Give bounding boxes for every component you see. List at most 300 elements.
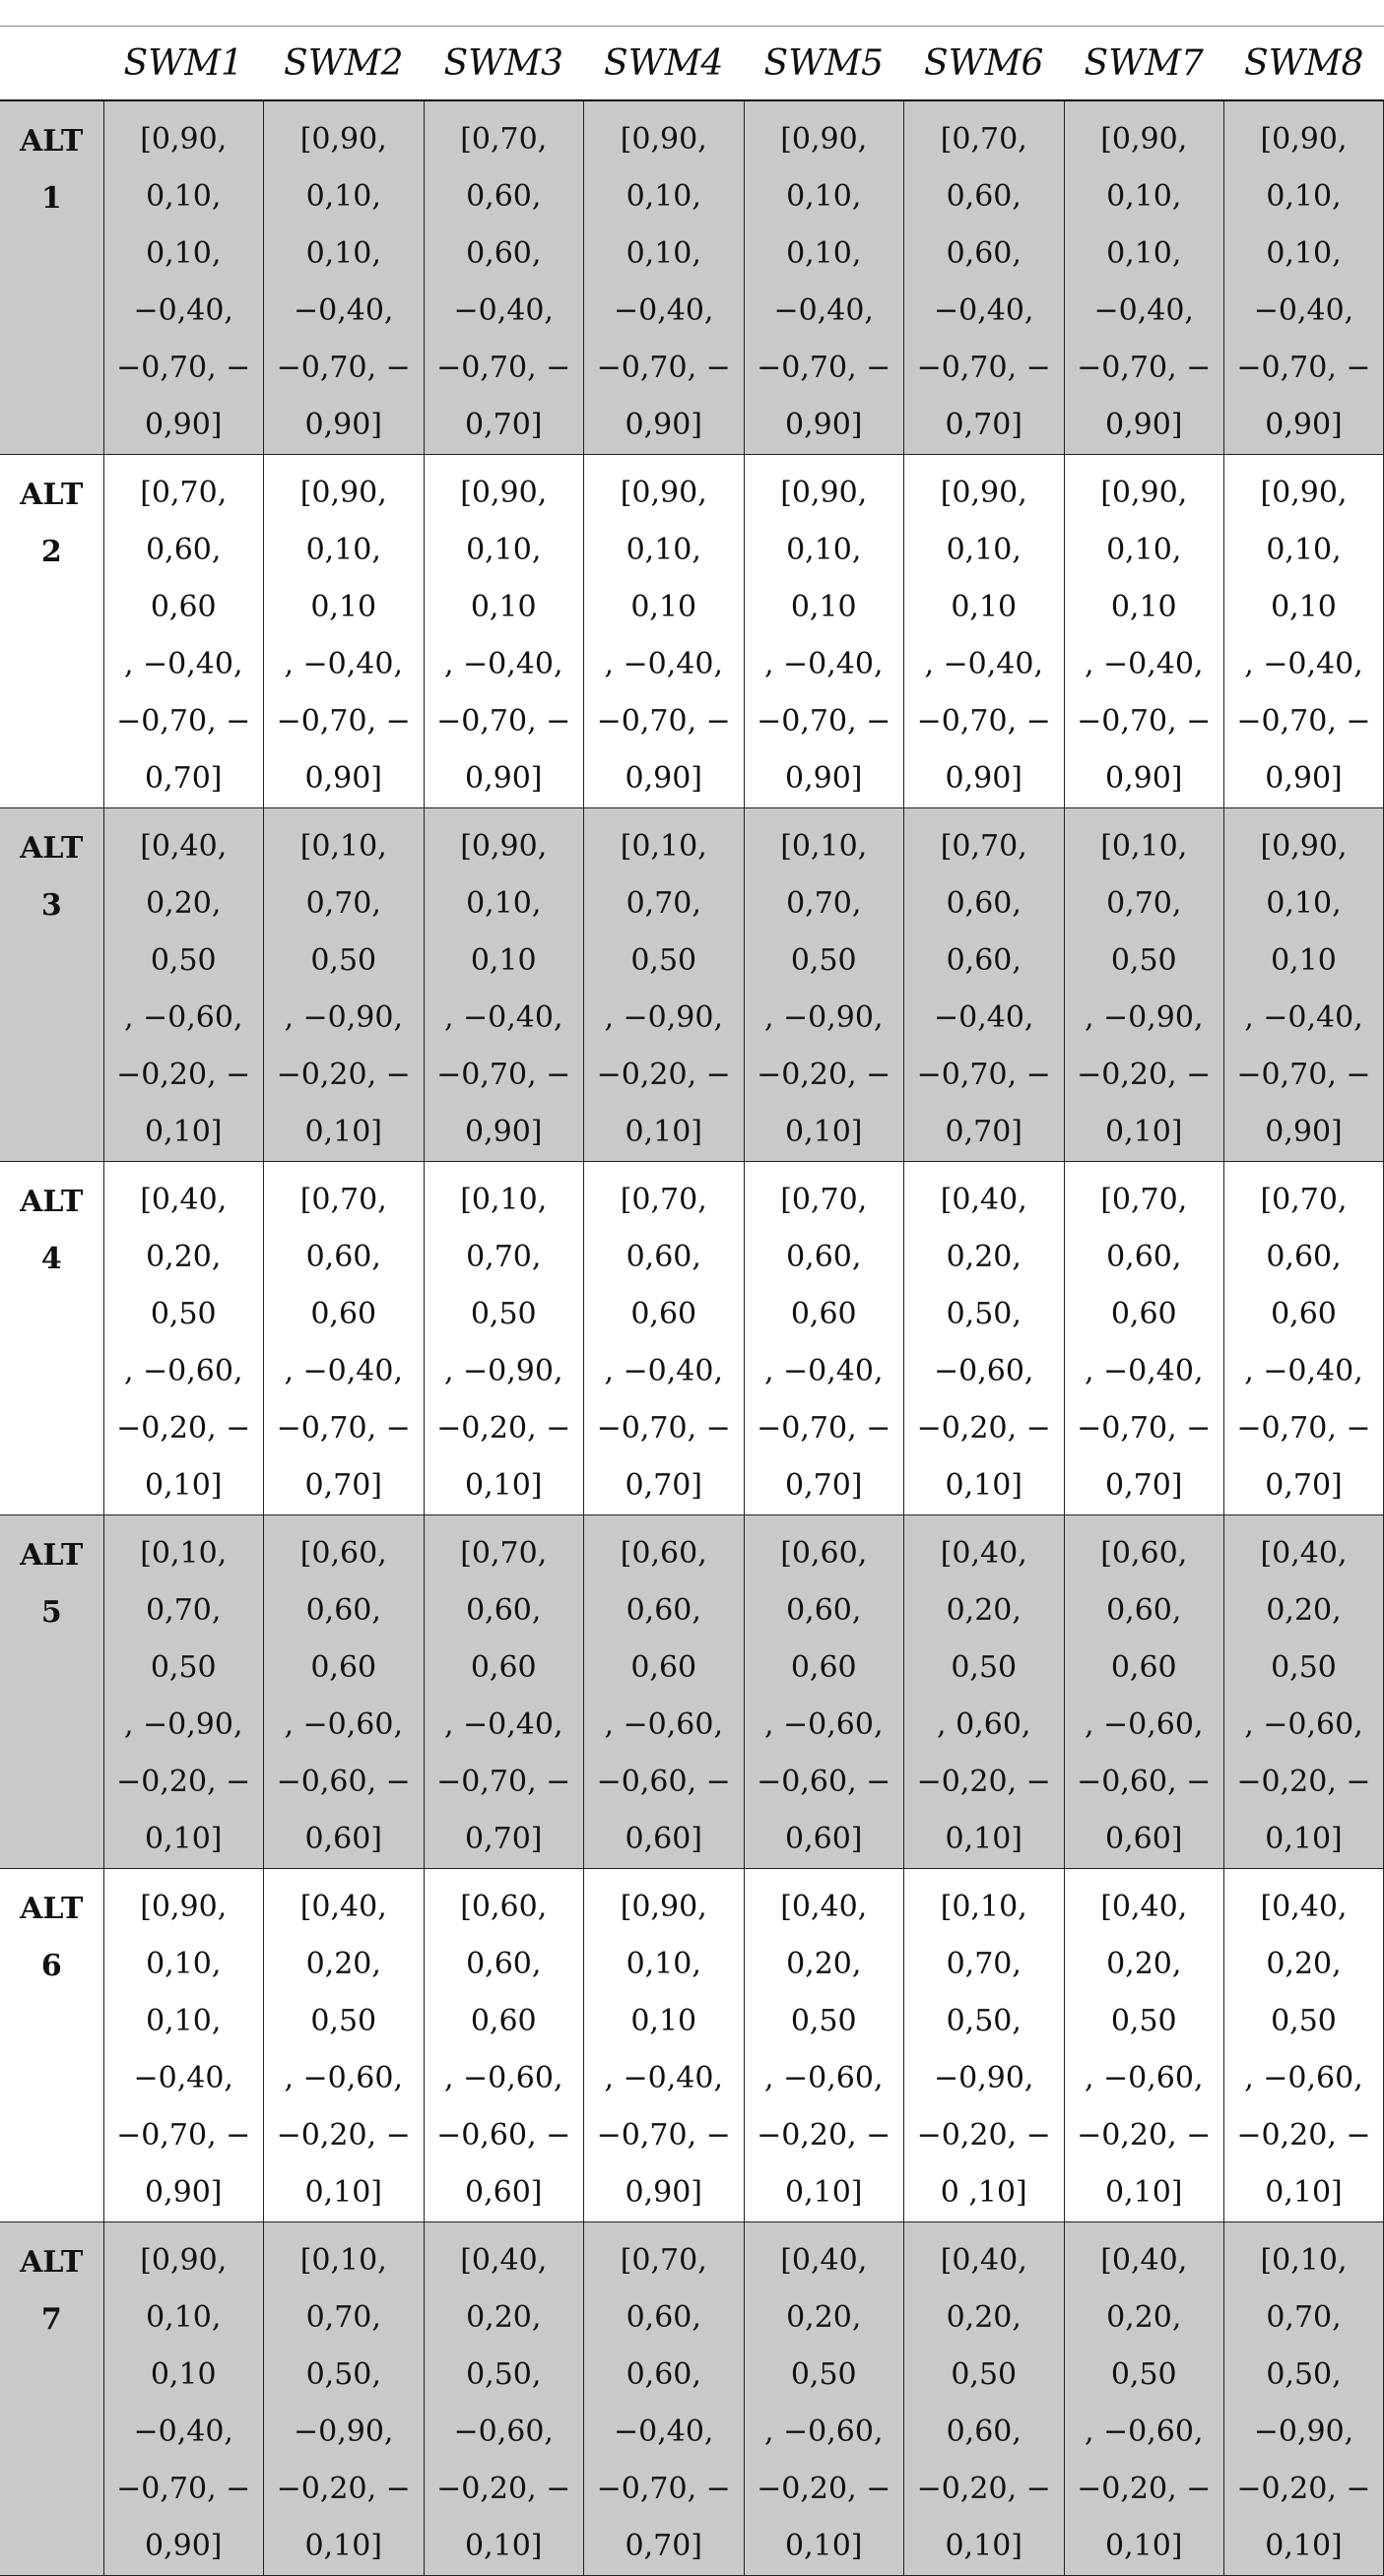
row-label-alt-6: [0, 1869, 103, 2222]
table-cell-alt7-swm6: [904, 2222, 1065, 2576]
cell-value-line: −0,70, −: [1065, 340, 1224, 397]
cell-value-line: −0,70, −: [584, 2107, 744, 2164]
cell-value-line: 0,10,: [1224, 522, 1383, 579]
table-cell-alt1-swm6: [904, 100, 1065, 455]
cell-value-line: −0,70, −: [745, 693, 904, 750]
cell-value-line: , −0,40,: [584, 1343, 744, 1400]
cell-value-line: 0,10,: [1065, 225, 1224, 283]
table-cell-alt2-swm8: [1224, 455, 1384, 808]
cell-value-line: 0,50: [104, 933, 264, 990]
cell-value-line: [0,90,: [425, 465, 584, 522]
swm-alternatives-table: [0, 26, 1384, 2576]
cell-value-line: , −0,60,: [104, 990, 264, 1047]
cell-value-line: −0,20, −: [425, 2461, 584, 2518]
cell-value-line: 0,60,: [1224, 1229, 1383, 1286]
cell-value-line: 0,10]: [1065, 2518, 1224, 2575]
cell-value-line: 0,20,: [104, 1229, 264, 1286]
table-cell-alt7-swm8: [1224, 2222, 1384, 2576]
table-cell-alt1-swm7: [1064, 100, 1224, 455]
cell-value-line: , −0,60,: [1065, 1697, 1224, 1754]
cell-value-line: 0,10,: [264, 522, 424, 579]
cell-value-line: −0,70, −: [1224, 340, 1383, 397]
table-cell-alt1-swm4: [584, 100, 745, 455]
cell-value-line: [0,90,: [584, 111, 744, 168]
cell-value-line: 0,10]: [1065, 1104, 1224, 1161]
cell-value-line: [0,40,: [904, 1172, 1064, 1229]
cell-value-line: , −0,40,: [745, 1343, 904, 1400]
cell-value-line: −0,70, −: [104, 2107, 264, 2164]
cell-value-line: 0,10,: [1224, 225, 1383, 283]
cell-value-line: −0,70, −: [904, 1047, 1064, 1104]
row-label-line: ALT: [0, 2234, 103, 2291]
cell-value-line: −0,90,: [904, 2050, 1064, 2107]
cell-value-line: [0,90,: [584, 465, 744, 522]
cell-value-line: [0,70,: [1224, 1172, 1383, 1229]
cell-value-line: 0,50,: [264, 2347, 424, 2404]
cell-value-line: 0,70]: [745, 1457, 904, 1514]
cell-value-line: 0,10,: [425, 875, 584, 933]
row-label-alt-2: [0, 455, 103, 808]
cell-value-line: 0,60,: [425, 1936, 584, 1993]
table-cell-alt6-swm7: [1064, 1869, 1224, 2222]
table-cell-alt1-swm1: [103, 100, 264, 455]
cell-value-line: 0,10,: [745, 522, 904, 579]
cell-value-line: −0,20, −: [425, 1400, 584, 1457]
cell-value-line: [0,10,: [264, 818, 424, 875]
row-label-alt-1: [0, 100, 103, 455]
cell-value-line: −0,90,: [1224, 2404, 1383, 2461]
cell-value-line: 0,70,: [264, 875, 424, 933]
cell-value-line: −0,20, −: [904, 1754, 1064, 1811]
table-cell-alt6-swm1: [103, 1869, 264, 2222]
cell-value-line: , 0,60,: [904, 1697, 1064, 1754]
cell-value-line: [0,60,: [745, 1525, 904, 1582]
table-cell-alt7-swm4: [584, 2222, 745, 2576]
cell-value-line: 0,70]: [425, 1811, 584, 1868]
cell-value-line: 0,50: [745, 1993, 904, 2050]
cell-value-line: [0,70,: [904, 111, 1064, 168]
cell-value-line: 0,10]: [104, 1811, 264, 1868]
table-cell-alt3-swm8: [1224, 808, 1384, 1162]
table-cell-alt1-swm2: [264, 100, 425, 455]
cell-value-line: [0,60,: [1065, 1525, 1224, 1582]
cell-value-line: 0,90]: [425, 1104, 584, 1161]
cell-value-line: −0,70, −: [264, 340, 424, 397]
row-label-line: 2: [0, 524, 103, 581]
cell-value-line: 0,90]: [1065, 750, 1224, 807]
cell-value-line: 0,10]: [1224, 1811, 1383, 1868]
row-label-alt-5: [0, 1515, 103, 1869]
header-swm4: SWM4: [584, 27, 745, 101]
header-swm2: SWM2: [264, 27, 425, 101]
cell-value-line: 0,90]: [104, 2164, 264, 2222]
table-cell-alt3-swm4: [584, 808, 745, 1162]
table-cell-alt6-swm8: [1224, 1869, 1384, 2222]
cell-value-line: [0,10,: [1224, 2232, 1383, 2289]
cell-value-line: −0,20, −: [264, 2107, 424, 2164]
cell-value-line: −0,70, −: [425, 340, 584, 397]
cell-value-line: −0,60, −: [1065, 1754, 1224, 1811]
cell-value-line: −0,60, −: [584, 1754, 744, 1811]
cell-value-line: , −0,40,: [584, 2050, 744, 2107]
cell-value-line: 0,90]: [264, 750, 424, 807]
cell-value-line: 0,20,: [1065, 1936, 1224, 1993]
cell-value-line: 0,70,: [904, 1936, 1064, 1993]
table-cell-alt3-swm7: [1064, 808, 1224, 1162]
cell-value-line: 0,90]: [904, 750, 1064, 807]
row-label-alt-3: [0, 808, 103, 1162]
cell-value-line: 0,60]: [745, 1811, 904, 1868]
cell-value-line: 0,60,: [745, 1229, 904, 1286]
cell-value-line: 0,10]: [1224, 2518, 1383, 2575]
cell-value-line: [0,40,: [904, 2232, 1064, 2289]
cell-value-line: −0,70, −: [904, 340, 1064, 397]
cell-value-line: [0,70,: [264, 1172, 424, 1229]
cell-value-line: 0,10]: [745, 1104, 904, 1161]
cell-value-line: 0,10,: [1224, 875, 1383, 933]
row-label-line: ALT: [0, 1881, 103, 1938]
cell-value-line: −0,60, −: [264, 1754, 424, 1811]
cell-value-line: [0,90,: [1224, 111, 1383, 168]
cell-value-line: [0,40,: [745, 1879, 904, 1936]
cell-value-line: 0,60,: [1065, 1582, 1224, 1640]
cell-value-line: 0,60,: [425, 1582, 584, 1640]
cell-value-line: , −0,90,: [104, 1697, 264, 1754]
cell-value-line: 0,60,: [264, 1229, 424, 1286]
cell-value-line: −0,20, −: [904, 2461, 1064, 2518]
cell-value-line: 0,10]: [745, 2518, 904, 2575]
cell-value-line: −0,20, −: [745, 1047, 904, 1104]
cell-value-line: 0,60,: [425, 168, 584, 225]
cell-value-line: [0,10,: [584, 818, 744, 875]
cell-value-line: 0,20,: [1224, 1582, 1383, 1640]
cell-value-line: 0,60: [264, 1640, 424, 1697]
table-cell-alt2-swm2: [264, 455, 425, 808]
cell-value-line: , −0,60,: [425, 2050, 584, 2107]
cell-value-line: −0,70, −: [1065, 1400, 1224, 1457]
table-row: [0, 1869, 1384, 2222]
cell-value-line: 0,50: [745, 2347, 904, 2404]
cell-value-line: 0,10]: [1065, 2164, 1224, 2222]
cell-value-line: 0 ,10]: [904, 2164, 1064, 2222]
table-cell-alt7-swm2: [264, 2222, 425, 2576]
cell-value-line: −0,20, −: [104, 1754, 264, 1811]
table-cell-alt6-swm3: [424, 1869, 584, 2222]
cell-value-line: 0,20,: [904, 1582, 1064, 1640]
cell-value-line: −0,40,: [745, 283, 904, 340]
cell-value-line: −0,40,: [904, 990, 1064, 1047]
cell-value-line: , −0,40,: [425, 990, 584, 1047]
cell-value-line: , −0,40,: [584, 636, 744, 693]
cell-value-line: , −0,40,: [264, 636, 424, 693]
cell-value-line: −0,40,: [1065, 283, 1224, 340]
cell-value-line: , −0,90,: [745, 990, 904, 1047]
table-cell-alt1-swm5: [744, 100, 904, 455]
cell-value-line: 0,60,: [745, 1582, 904, 1640]
cell-value-line: −0,60,: [904, 1343, 1064, 1400]
cell-value-line: 0,60,: [904, 933, 1064, 990]
cell-value-line: 0,60: [1065, 1640, 1224, 1697]
cell-value-line: 0,10]: [904, 1811, 1064, 1868]
cell-value-line: , −0,60,: [745, 2050, 904, 2107]
table-cell-alt2-swm7: [1064, 455, 1224, 808]
cell-value-line: 0,60,: [904, 225, 1064, 283]
cell-value-line: [0,90,: [1065, 111, 1224, 168]
cell-value-line: 0,60]: [264, 1811, 424, 1868]
table-cell-alt2-swm6: [904, 455, 1065, 808]
cell-value-line: [0,70,: [584, 1172, 744, 1229]
table-cell-alt5-swm5: [744, 1515, 904, 1869]
row-label-line: 4: [0, 1231, 103, 1288]
table-cell-alt7-swm5: [744, 2222, 904, 2576]
cell-value-line: [0,90,: [104, 111, 264, 168]
cell-value-line: 0,10,: [584, 522, 744, 579]
cell-value-line: 0,10]: [904, 1457, 1064, 1514]
cell-value-line: 0,90]: [425, 750, 584, 807]
cell-value-line: , −0,60,: [1065, 2050, 1224, 2107]
table-cell-alt3-swm6: [904, 808, 1065, 1162]
cell-value-line: , −0,40,: [425, 1697, 584, 1754]
header-swm8: SWM8: [1224, 27, 1384, 101]
cell-value-line: 0,60,: [425, 225, 584, 283]
cell-value-line: , −0,60,: [584, 1697, 744, 1754]
table-cell-alt2-swm4: [584, 455, 745, 808]
cell-value-line: −0,40,: [584, 2404, 744, 2461]
cell-value-line: [0,70,: [104, 465, 264, 522]
cell-value-line: 0,10,: [584, 225, 744, 283]
table-cell-alt4-swm6: [904, 1162, 1065, 1515]
row-label-line: 3: [0, 877, 103, 934]
row-label-line: ALT: [0, 820, 103, 877]
cell-value-line: 0,10]: [104, 1104, 264, 1161]
header-corner-cell: [0, 27, 103, 101]
cell-value-line: 0,50: [104, 1640, 264, 1697]
cell-value-line: −0,70, −: [104, 2461, 264, 2518]
cell-value-line: , −0,60,: [1224, 2050, 1383, 2107]
table-cell-alt4-swm8: [1224, 1162, 1384, 1515]
cell-value-line: 0,70]: [904, 1104, 1064, 1161]
cell-value-line: , −0,40,: [104, 636, 264, 693]
cell-value-line: [0,10,: [904, 1879, 1064, 1936]
header-swm1: SWM1: [103, 27, 264, 101]
table-cell-alt4-swm2: [264, 1162, 425, 1515]
cell-value-line: −0,70, −: [104, 340, 264, 397]
cell-value-line: −0,20, −: [1065, 2461, 1224, 2518]
cell-value-line: 0,10]: [425, 1457, 584, 1514]
cell-value-line: , −0,60,: [264, 1697, 424, 1754]
cell-value-line: [0,90,: [264, 465, 424, 522]
cell-value-line: 0,50: [104, 1286, 264, 1343]
row-label-line: 5: [0, 1584, 103, 1642]
cell-value-line: −0,20, −: [904, 2107, 1064, 2164]
cell-value-line: [0,90,: [1224, 465, 1383, 522]
table-cell-alt6-swm6: [904, 1869, 1065, 2222]
data-table-container: [0, 26, 1384, 2576]
cell-value-line: −0,20, −: [584, 1047, 744, 1104]
cell-value-line: [0,90,: [264, 111, 424, 168]
table-cell-alt6-swm4: [584, 1869, 745, 2222]
cell-value-line: −0,20, −: [904, 1400, 1064, 1457]
cell-value-line: −0,70, −: [425, 1047, 584, 1104]
cell-value-line: 0,50,: [904, 1286, 1064, 1343]
cell-value-line: 0,70]: [1224, 1457, 1383, 1514]
cell-value-line: −0,70, −: [264, 693, 424, 750]
cell-value-line: −0,70, −: [584, 1400, 744, 1457]
cell-value-line: 0,50,: [425, 2347, 584, 2404]
cell-value-line: 0,90]: [1065, 397, 1224, 454]
row-label-line: ALT: [0, 1174, 103, 1231]
cell-value-line: 0,60: [745, 1286, 904, 1343]
table-row: [0, 1515, 1384, 1869]
cell-value-line: 0,10: [264, 579, 424, 636]
cell-value-line: 0,50: [745, 933, 904, 990]
row-label-line: 7: [0, 2291, 103, 2349]
cell-value-line: −0,40,: [104, 283, 264, 340]
cell-value-line: −0,70, −: [264, 1400, 424, 1457]
cell-value-line: −0,20, −: [1224, 2107, 1383, 2164]
cell-value-line: [0,10,: [425, 1172, 584, 1229]
cell-value-line: 0,10: [584, 579, 744, 636]
cell-value-line: 0,50: [1065, 933, 1224, 990]
table-cell-alt4-swm1: [103, 1162, 264, 1515]
cell-value-line: 0,60,: [264, 1582, 424, 1640]
cell-value-line: [0,90,: [104, 1879, 264, 1936]
cell-value-line: 0,20,: [745, 1936, 904, 1993]
cell-value-line: −0,40,: [904, 283, 1064, 340]
cell-value-line: 0,70,: [425, 1229, 584, 1286]
cell-value-line: , −0,60,: [745, 1697, 904, 1754]
table-cell-alt3-swm1: [103, 808, 264, 1162]
table-cell-alt4-swm5: [744, 1162, 904, 1515]
table-header: [0, 27, 1384, 101]
cell-value-line: 0,10,: [104, 1993, 264, 2050]
row-label-alt-4: [0, 1162, 103, 1515]
cell-value-line: [0,90,: [904, 465, 1064, 522]
cell-value-line: [0,90,: [745, 465, 904, 522]
cell-value-line: [0,10,: [1065, 818, 1224, 875]
header-swm3: SWM3: [424, 27, 584, 101]
cell-value-line: 0,10: [904, 579, 1064, 636]
cell-value-line: −0,20, −: [745, 2107, 904, 2164]
cell-value-line: −0,40,: [104, 2404, 264, 2461]
table-cell-alt5-swm6: [904, 1515, 1065, 1869]
cell-value-line: , −0,40,: [1065, 1343, 1224, 1400]
cell-value-line: 0,60,: [904, 875, 1064, 933]
cell-value-line: , −0,40,: [264, 1343, 424, 1400]
cell-value-line: , −0,90,: [584, 990, 744, 1047]
cell-value-line: 0,20,: [745, 2289, 904, 2347]
cell-value-line: 0,10,: [104, 1936, 264, 1993]
cell-value-line: −0,70, −: [425, 693, 584, 750]
cell-value-line: 0,90]: [1224, 750, 1383, 807]
cell-value-line: 0,50: [1065, 2347, 1224, 2404]
cell-value-line: 0,50: [1224, 1993, 1383, 2050]
cell-value-line: , −0,40,: [1065, 636, 1224, 693]
cell-value-line: −0,20, −: [745, 2461, 904, 2518]
cell-value-line: 0,10]: [425, 2518, 584, 2575]
cell-value-line: , −0,40,: [1224, 636, 1383, 693]
table-cell-alt3-swm5: [744, 808, 904, 1162]
header-row: [0, 27, 1384, 101]
cell-value-line: −0,70, −: [104, 693, 264, 750]
cell-value-line: 0,10: [1224, 933, 1383, 990]
cell-value-line: 0,10,: [1065, 168, 1224, 225]
cell-value-line: −0,70, −: [1065, 693, 1224, 750]
cell-value-line: [0,10,: [745, 818, 904, 875]
cell-value-line: 0,10,: [745, 168, 904, 225]
header-swm7: SWM7: [1064, 27, 1224, 101]
cell-value-line: [0,70,: [425, 1525, 584, 1582]
cell-value-line: [0,90,: [745, 111, 904, 168]
cell-value-line: 0,50: [904, 1640, 1064, 1697]
cell-value-line: 0,10,: [1065, 522, 1224, 579]
cell-value-line: 0,70,: [264, 2289, 424, 2347]
cell-value-line: 0,50: [425, 1286, 584, 1343]
cell-value-line: 0,70]: [584, 1457, 744, 1514]
cell-value-line: [0,40,: [425, 2232, 584, 2289]
cell-value-line: 0,60,: [104, 522, 264, 579]
cell-value-line: 0,10: [584, 1993, 744, 2050]
cell-value-line: 0,90]: [745, 397, 904, 454]
cell-value-line: 0,60,: [584, 1229, 744, 1286]
table-cell-alt3-swm2: [264, 808, 425, 1162]
row-label-line: ALT: [0, 1527, 103, 1584]
cell-value-line: , −0,40,: [1224, 990, 1383, 1047]
cell-value-line: −0,70, −: [745, 1400, 904, 1457]
cell-value-line: [0,90,: [104, 2232, 264, 2289]
cell-value-line: 0,10,: [264, 168, 424, 225]
cell-value-line: 0,20,: [904, 1229, 1064, 1286]
cell-value-line: −0,20, −: [104, 1400, 264, 1457]
cell-value-line: [0,70,: [745, 1172, 904, 1229]
cell-value-line: 0,60: [1224, 1286, 1383, 1343]
table-row: [0, 1162, 1384, 1515]
cell-value-line: [0,40,: [1224, 1879, 1383, 1936]
cell-value-line: , −0,90,: [1065, 990, 1224, 1047]
cell-value-line: −0,60, −: [745, 1754, 904, 1811]
table-cell-alt4-swm4: [584, 1162, 745, 1515]
cell-value-line: [0,90,: [584, 1879, 744, 1936]
cell-value-line: [0,40,: [1065, 1879, 1224, 1936]
row-label-line: 6: [0, 1938, 103, 1995]
table-cell-alt5-swm4: [584, 1515, 745, 1869]
cell-value-line: [0,90,: [1065, 465, 1224, 522]
cell-value-line: 0,10,: [104, 225, 264, 283]
cell-value-line: 0,60,: [584, 2289, 744, 2347]
cell-value-line: 0,60,: [584, 1582, 744, 1640]
cell-value-line: 0,60]: [425, 2164, 584, 2222]
table-row: [0, 808, 1384, 1162]
table-row: [0, 100, 1384, 455]
table-body: [0, 100, 1384, 2576]
cell-value-line: −0,70, −: [584, 693, 744, 750]
cell-value-line: , −0,40,: [1224, 1343, 1383, 1400]
cell-value-line: 0,10]: [264, 2164, 424, 2222]
table-cell-alt3-swm3: [424, 808, 584, 1162]
cell-value-line: −0,20, −: [1065, 1047, 1224, 1104]
table-cell-alt5-swm7: [1064, 1515, 1224, 1869]
cell-value-line: 0,20,: [264, 1936, 424, 1993]
cell-value-line: 0,10,: [425, 522, 584, 579]
cell-value-line: [0,90,: [1224, 818, 1383, 875]
cell-value-line: 0,60: [264, 1286, 424, 1343]
table-cell-alt2-swm3: [424, 455, 584, 808]
cell-value-line: [0,70,: [1065, 1172, 1224, 1229]
cell-value-line: [0,40,: [1224, 1525, 1383, 1582]
cell-value-line: 0,60: [425, 1640, 584, 1697]
cell-value-line: 0,50: [904, 2347, 1064, 2404]
cell-value-line: 0,10]: [1224, 2164, 1383, 2222]
